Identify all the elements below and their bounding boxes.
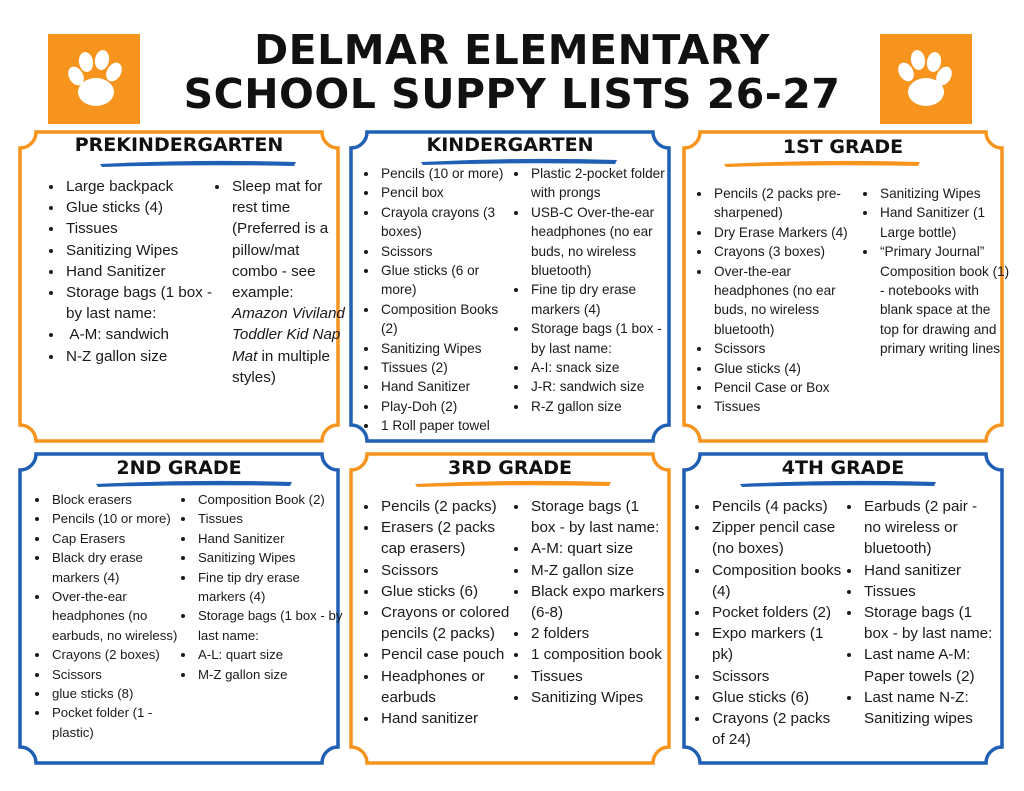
supply-list-col1 [48,176,214,388]
list-item: • Crayons (3 boxes) [712,242,862,261]
list-item: • Pocket folder (1 - plastic) [50,703,180,742]
list-item: • Pencil case pouch [379,644,513,665]
list-item: • Scissors [379,242,513,261]
supply-list-col2 [214,176,348,388]
list-item: • Glue sticks (4) [712,359,862,378]
card-1st-grade [682,130,1010,443]
list-item: • A-L: quart size [196,645,346,664]
list-item: • Play-Doh (2) [379,397,513,416]
list-item: • Cap Erasers [50,529,180,548]
list-item: • Crayons or colored pencils (2 packs) [379,602,513,644]
tiger-paw-icon [888,42,964,116]
page-title [150,28,874,116]
list-item: • 1 Roll paper towel [379,416,513,435]
list-item: • Crayons (2 boxes) [50,645,180,664]
list-item: • Hand sanitizer [379,708,513,729]
supply-list-col2 [513,496,667,729]
list-item: • Black expo markers (6-8) [529,581,667,623]
supply-list-col1 [34,490,180,742]
list-item: • Pencil Case or Box [712,378,862,397]
list-item: • Last name A-M: Paper towels (2) [862,644,998,686]
supply-list-col1 [696,184,862,417]
nap-mat-example: Amazon Viviland Toddler Kid Nap Mat [232,305,345,365]
card-heading: 1ST GRADE [782,136,904,158]
list-item: • Last name N-Z: Sanitizing wipes [862,687,998,729]
list-item: • Crayons (2 packs of 24) [710,708,846,750]
list-item: • Glue sticks (6) [379,581,513,602]
list-item: • Pencil box [379,183,513,202]
supply-columns [694,496,998,750]
list-item: • Tissues [196,509,346,528]
supply-columns [34,490,346,742]
list-item: • M-Z gallon size [196,665,346,684]
supply-list-col1 [363,164,513,436]
list-item: • Scissors [710,666,846,687]
list-item: • Tissues (2) [379,358,513,377]
list-item: • Expo markers (1 pk) [710,623,846,665]
list-item: • Scissors [712,339,862,358]
title-line-2: SCHOOL SUPPY LISTS 26-27 [183,70,841,118]
supply-list-col1 [694,496,846,750]
brush-stroke [413,478,613,488]
list-item: • Zipper pencil case (no boxes) [710,517,846,559]
list-item: • Storage bags (1 box - by last name: [529,319,665,358]
nap-mat-styles: in multiple styles) [232,347,330,386]
list-item: • Dry Erase Markers (4) [712,223,862,242]
list-item: • Hand Sanitizer (1 Large bottle) [878,203,1010,242]
card-heading: 2ND GRADE [116,457,242,479]
brush-stroke [738,478,938,488]
list-item: • Storage bags (1 box - by last name: [862,602,998,644]
list-item: • glue sticks (8) [50,684,180,703]
list-item: • Storage bags (1 box - by last name: [196,606,346,645]
list-item: • Scissors [50,665,180,684]
brush-stroke [722,158,922,168]
list-item: • A-I: snack size [529,358,665,377]
list-item: • Storage bags (1 box - by last name: [529,496,667,538]
list-item: • Pencils (2 packs pre-sharpened) [712,184,862,223]
list-item: • Sanitizing Wipes [379,339,513,358]
list-item: • Storage bags (1 box - by last name: [64,282,214,324]
list-item: • Crayola crayons (3 boxes) [379,203,513,242]
list-item: • Tissues [64,218,214,239]
supply-list-col2 [180,490,346,742]
list-item: • M-Z gallon size [529,560,667,581]
nap-mat-text: Sleep mat for rest time (Preferred is a pillow/mat combo - see example: [232,178,329,302]
brush-stroke [94,478,294,488]
card-kindergarten [349,130,671,443]
list-item: • Sanitizing Wipes [196,548,346,567]
list-item: • Hand Sanitizer [64,261,214,282]
list-item: • Earbuds (2 pair - no wireless or bluetooth) [862,496,998,560]
supply-list-col2 [862,184,1010,417]
list-item [230,176,348,388]
list-item: • Sanitizing Wipes [529,687,667,708]
list-item: • 1 composition book [529,644,667,665]
list-item: • Fine tip dry erase markers (4) [196,568,346,607]
list-item: • Large backpack [64,176,214,197]
list-item: • Fine tip dry erase markers (4) [529,280,665,319]
supply-list-col2 [846,496,998,750]
supply-columns [696,184,1010,417]
list-item: • Pencils (10 or more) [379,164,513,183]
list-item: • Scissors [379,560,513,581]
list-item: • Glue sticks (6) [710,687,846,708]
list-item: • Glue sticks (6 or more) [379,261,513,300]
tiger-paw-logo-right [880,34,972,124]
list-item: • Hand sanitizer [862,560,998,581]
supply-columns [363,164,665,436]
list-item: • Black dry erase markers (4) [50,548,180,587]
supply-list-col2 [513,164,665,436]
list-item: • R-Z gallon size [529,397,665,416]
list-item: • Composition Books (2) [379,300,513,339]
list-item: • Block erasers [50,490,180,509]
list-item: • 2 folders [529,623,667,644]
supply-columns [363,496,667,729]
card-4th-grade [682,452,1004,765]
list-item: • Sanitizing Wipes [64,240,214,261]
list-item: • Hand Sanitizer [379,377,513,396]
card-heading: 3RD GRADE [448,457,572,479]
list-item: • Headphones or earbuds [379,666,513,708]
list-item: • Tissues [862,581,998,602]
list-item: • Hand Sanitizer [196,529,346,548]
card-heading: 4TH GRADE [781,457,905,479]
list-item: • Composition books (4) [710,560,846,602]
list-item: • Over-the-ear headphones (no ear buds, no wireless bluetooth) [712,262,862,340]
list-item: • USB-C Over-the-ear headphones (no ear buds, no wireless bluetooth) [529,203,665,281]
list-item: • “Primary Journal” Composition book (1) - notebooks with blank space at the top for drawing and primary writing lines [878,242,1010,358]
card-heading: KINDERGARTEN [426,134,594,156]
tiger-paw-logo-left [48,34,140,124]
title-line-1: DELMAR ELEMENTARY [254,26,770,74]
supply-columns [48,176,348,388]
list-item: • Composition Book (2) [196,490,346,509]
list-item: • Over-the-ear headphones (no earbuds, no wireless) [50,587,180,645]
supply-list-col1 [363,496,513,729]
list-item: • Sanitizing Wipes [878,184,1010,203]
list-item: • A-M: quart size [529,538,667,559]
list-item: • A-M: sandwich [64,324,214,345]
list-item: • Pocket folders (2) [710,602,846,623]
brush-stroke [98,158,298,168]
tiger-paw-icon [56,42,132,116]
list-item: • Pencils (4 packs) [710,496,846,517]
list-item: • Tissues [712,397,862,416]
card-prekindergarten [18,130,345,443]
list-item: • N-Z gallon size [64,346,214,367]
list-item: • Pencils (2 packs) [379,496,513,517]
list-item: • Pencils (10 or more) [50,509,180,528]
card-2nd-grade [18,452,343,765]
list-item: • Erasers (2 packs cap erasers) [379,517,513,559]
card-heading: PREKINDERGARTEN [74,134,284,156]
list-item: • Plastic 2-pocket folder with prongs [529,164,665,203]
list-item: • Glue sticks (4) [64,197,214,218]
card-3rd-grade [349,452,671,765]
list-item: • J-R: sandwich size [529,377,665,396]
list-item: • Tissues [529,666,667,687]
